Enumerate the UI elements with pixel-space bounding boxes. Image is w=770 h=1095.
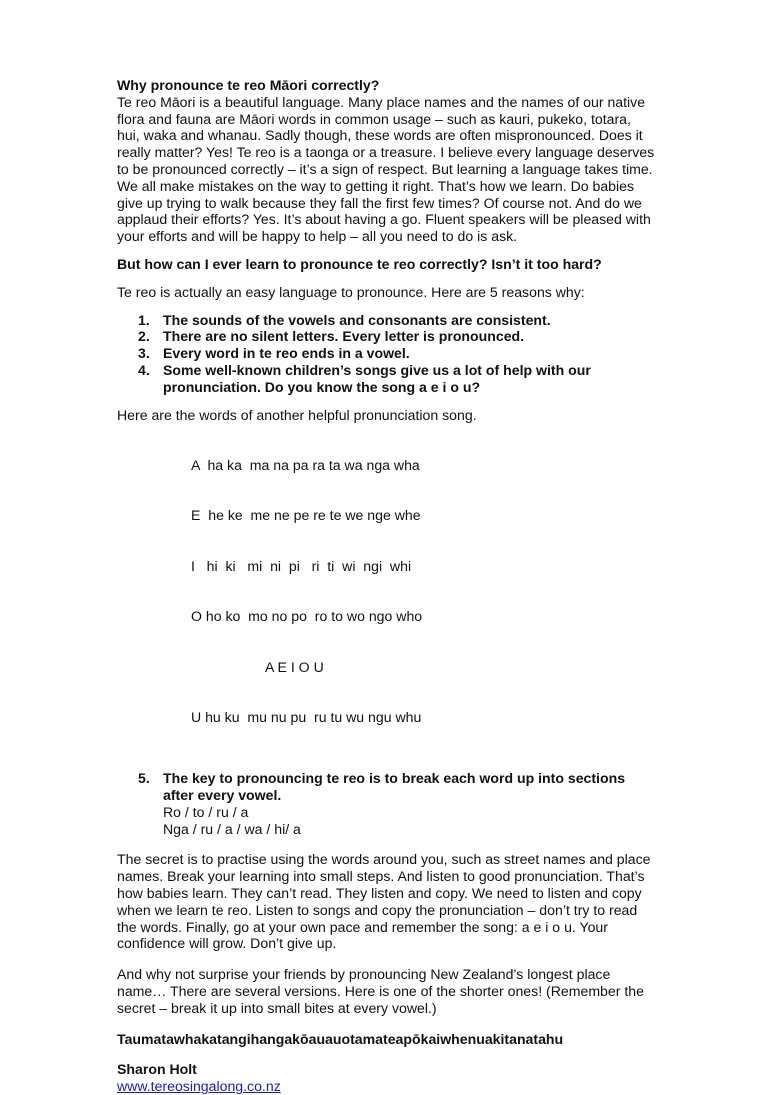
paragraph-secret: The secret is to practise using the words around you, such as street names and place names. Break your learning into small steps. And listen to good pronunciation. That’s how babies learn. They can’t read. They listen and copy. We need to listen and copy when we learn te reo. Listen to songs and copy the pronunciation – don’t try to read the words. Finally, go at your own pace and remember the song: a e i o u. Your confidence will grow. Don’t give up. xyxy=(117,851,651,952)
list-item xyxy=(117,770,657,804)
list-number: 2. xyxy=(138,328,150,345)
song-line: I hi ki mi ni pi ri ti wi ngi whi xyxy=(191,557,412,574)
song-intro: Here are the words of another helpful pronunciation song. xyxy=(117,406,477,423)
list-item xyxy=(117,362,657,396)
song-line: E he ke me ne pe re te we nge whe xyxy=(191,507,421,524)
list-item-text: There are no silent letters. Every letter is pronounced. xyxy=(163,328,525,345)
list-item xyxy=(117,345,657,362)
reason-five-list xyxy=(117,770,657,804)
list-item xyxy=(117,312,657,329)
list-item xyxy=(117,328,657,345)
heading-why-pronounce: Why pronounce te reo Māori correctly? xyxy=(117,77,380,93)
song-lyrics xyxy=(117,423,657,759)
list-item-text: Some well-known children’s songs give us a lot of help with our pronunciation. Do you know the song a e i o u? xyxy=(163,361,591,395)
song-chorus: A E I O U xyxy=(265,658,324,675)
list-number: 5. xyxy=(138,770,150,787)
list-item-text: The key to pronouncing te reo is to break each word up into sections after every vowel. xyxy=(163,770,626,804)
document-page xyxy=(117,77,657,1095)
reasons-list xyxy=(117,312,657,396)
heading-how-learn: But how can I ever learn to pronounce te reo correctly? Isn’t it too hard? xyxy=(117,255,602,272)
song-line: U hu ku mu nu pu ru tu wu ngu whu xyxy=(191,708,422,725)
paragraph-intro: Te reo Māori is a beautiful language. Many place names and the names of our native flora and fauna are Māori words in common usage – such as kauri, pukeko, totara, hui, waka and whanau. Sadly though, these words are often mispronounced. Does it really matter? Yes! Te reo is a taonga or a treasure. I believe every language deserves to be pronounced correctly – it’s a sign of respect. But learning a language takes time. We all make mistakes on the way to getting it right. That’s how we learn. Do babies give up trying to walk because they fall the first few times? Of course not. And do we applaud their efforts? Yes. It’s about having a go. Fluent speakers will be pleased with your efforts and will be happy to help – all you need to do is ask. xyxy=(117,93,655,245)
song-line: A ha ka ma na pa ra ta wa nga wha xyxy=(191,456,420,473)
paragraph-surprise: And why not surprise your friends by pronouncing New Zealand’s longest place name… There are several versions. Here is one of the shorter ones! (Remember the secret – break it up into small bites at every vowel.) xyxy=(117,966,644,1016)
list-item-text: Every word in te reo ends in a vowel. xyxy=(163,345,410,362)
list-number: 3. xyxy=(138,345,150,362)
list-item-text: The sounds of the vowels and consonants are consistent. xyxy=(163,311,551,328)
website-link[interactable]: www.tereosingalong.co.nz xyxy=(117,1078,281,1095)
syllable-examples xyxy=(117,804,657,838)
example-line: Ro / to / ru / a xyxy=(163,803,249,820)
reasons-intro: Te reo is actually an easy language to pronounce. Here are 5 reasons why: xyxy=(117,283,585,300)
author-name: Sharon Holt xyxy=(117,1061,197,1078)
list-number: 1. xyxy=(138,311,150,328)
list-number: 4. xyxy=(138,361,150,378)
example-line: Nga / ru / a / wa / hi/ a xyxy=(163,820,301,837)
song-line: O ho ko mo no po ro to wo ngo who xyxy=(191,608,423,625)
longest-place-name: Taumatawhakatangihangakōauauotamateapōkaiwhenuakitanatahu xyxy=(117,1030,564,1047)
